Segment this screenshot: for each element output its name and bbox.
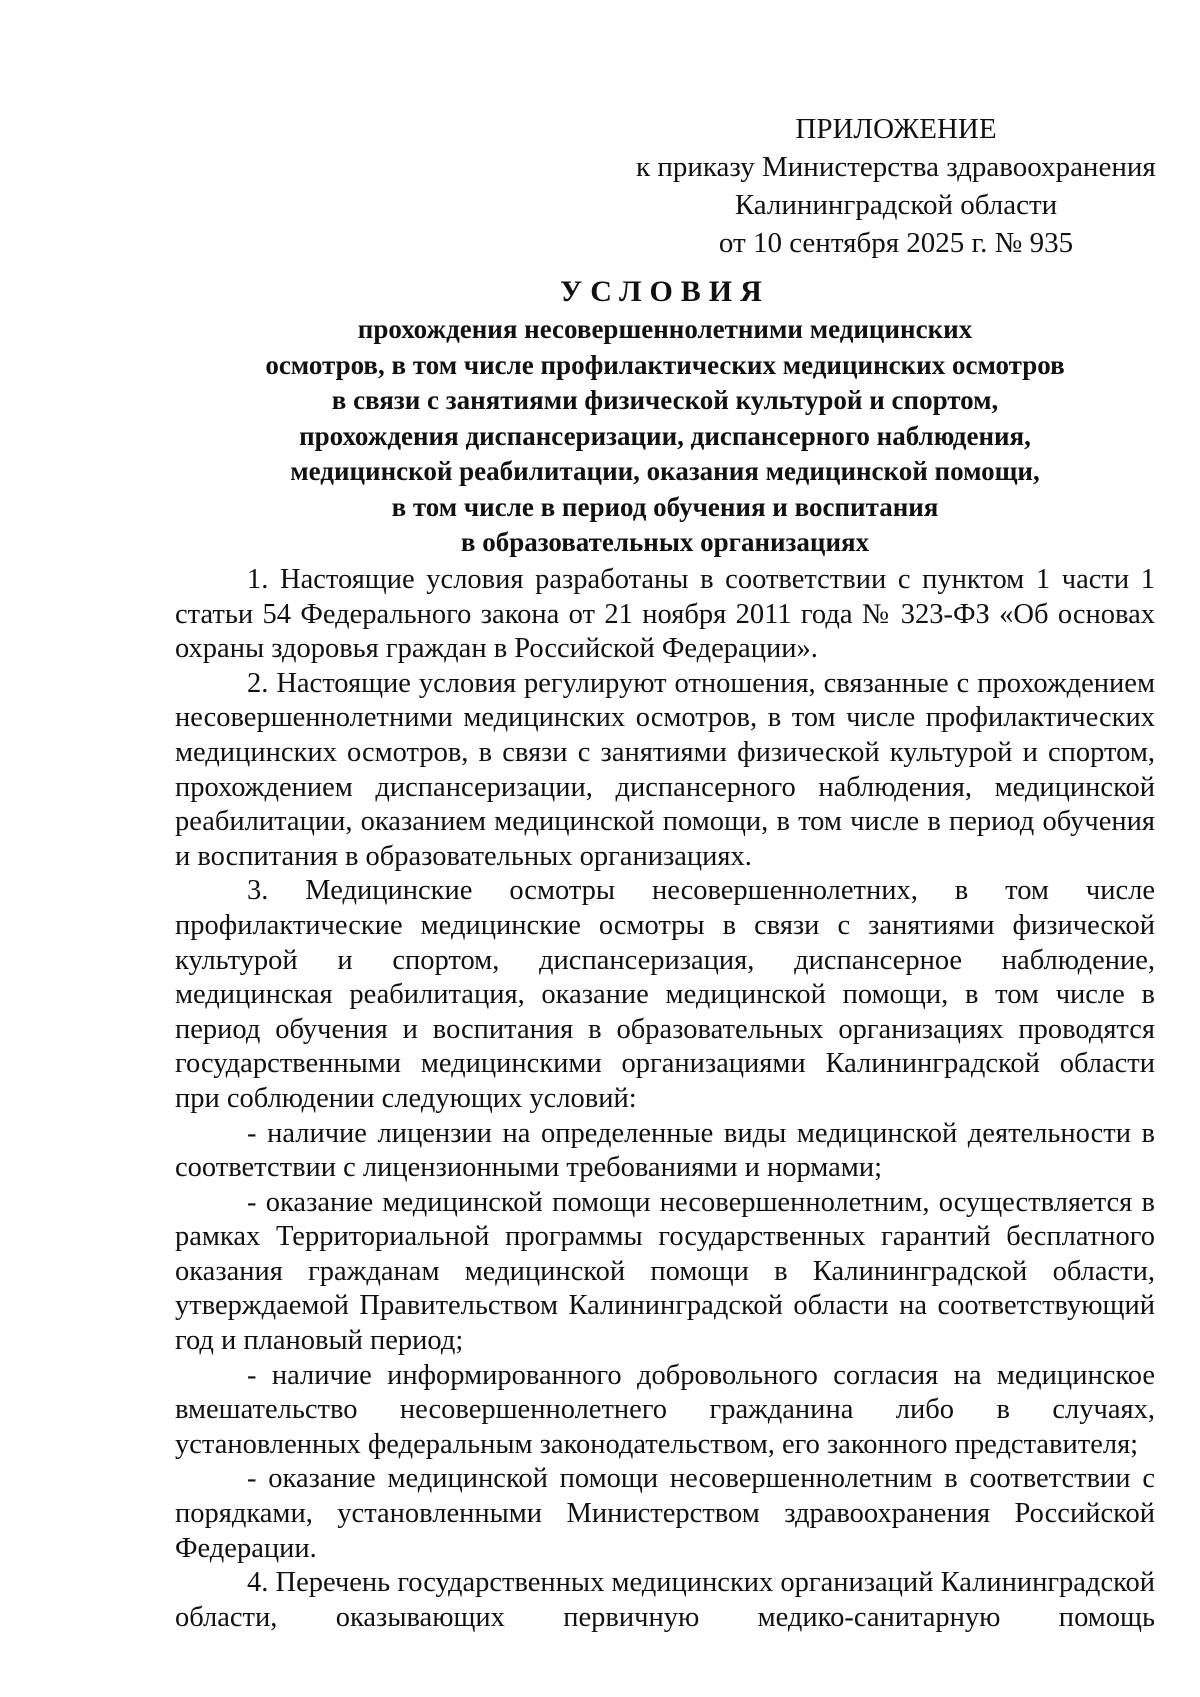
subtitle-line: в образовательных организациях	[460, 527, 870, 557]
subtitle-line: прохождения несовершеннолетними медицинских	[357, 314, 973, 344]
document-body	[175, 563, 1155, 1635]
subtitle-line: медицинской реабилитации, оказания медицинской помощи,	[290, 456, 1040, 486]
condition-informed-consent: - наличие информированного добровольного согласия на медицинское вмешательство несовершеннолетнего гражданина либо в случаях, установленных федеральным законодательством, его законного представителя;	[175, 1359, 1155, 1460]
subtitle-line: осмотров, в том числе профилактических медицинских осмотров	[265, 349, 1065, 380]
subtitle-line: в том числе в период обучения и воспитания	[391, 491, 939, 522]
appendix-header	[636, 110, 1156, 262]
appendix-label: ПРИЛОЖЕНИЕ	[795, 113, 997, 145]
paragraph-1: 1. Настоящие условия разработаны в соответствии с пунктом 1 части 1 статьи 54 Федерального закона от 21 ноября 2011 года № 323-ФЗ «Об основах охраны здоровья граждан в Российской Федерации».	[175, 564, 1155, 665]
condition-territorial-program: - оказание медицинской помощи несовершеннолетним, осуществляется в рамках Территориальной программы государственных гарантий бесплатного оказания гражданам медицинской помощи в Калининградской области, утверждаемой Правительством Калининградской области на соответствующий год и плановый период;	[175, 1186, 1155, 1357]
order-reference: к приказу Министерства здравоохранения	[636, 151, 1156, 183]
subtitle-line: прохождения диспансеризации, диспансерного наблюдения,	[299, 420, 1031, 451]
subtitle-line: в связи с занятиями физической культурой и спортом,	[331, 385, 999, 415]
condition-procedures: - оказание медицинской помощи несовершеннолетним в соответствии с порядками, установленными Министерством здравоохранения Российской Федерации.	[175, 1463, 1155, 1564]
paragraph-4: 4. Перечень государственных медицинских организаций Калининградской области, оказывающих первичную медико-санитарную помощь	[175, 1567, 1155, 1633]
paragraph-3: 3. Медицинские осмотры несовершеннолетних, в том числе профилактические медицинские осмотры в связи с занятиями физической культурой и спортом, диспансеризация, диспансерное наблюдение, медицинская реабилитация, оказание медицинской помощи, в том числе в период обучения и воспитания в образовательных организациях проводятся государственными медицинскими организациями Калининградской области при соблюдении следующих условий:	[175, 875, 1155, 1114]
document-title-block	[170, 272, 1160, 561]
paragraph-2: 2. Настоящие условия регулируют отношения, связанные с прохождением несовершеннолетними медицинских осмотров, в том числе профилактических медицинских осмотров, в связи с занятиями физической культурой и спортом, прохождением диспансеризации, диспансерного наблюдения, медицинской реабилитации, оказанием медицинской помощи, в том числе в период обучения и воспитания в образовательных организациях.	[175, 667, 1155, 872]
order-date-number: от 10 сентября 2025 г. № 935	[718, 227, 1074, 259]
condition-license: - наличие лицензии на определенные виды медицинской деятельности в соответствии с лицензионными требованиями и нормами;	[175, 1117, 1155, 1184]
region-name: Калининградской области	[734, 189, 1058, 221]
document-heading: УСЛОВИЯ	[560, 275, 770, 308]
